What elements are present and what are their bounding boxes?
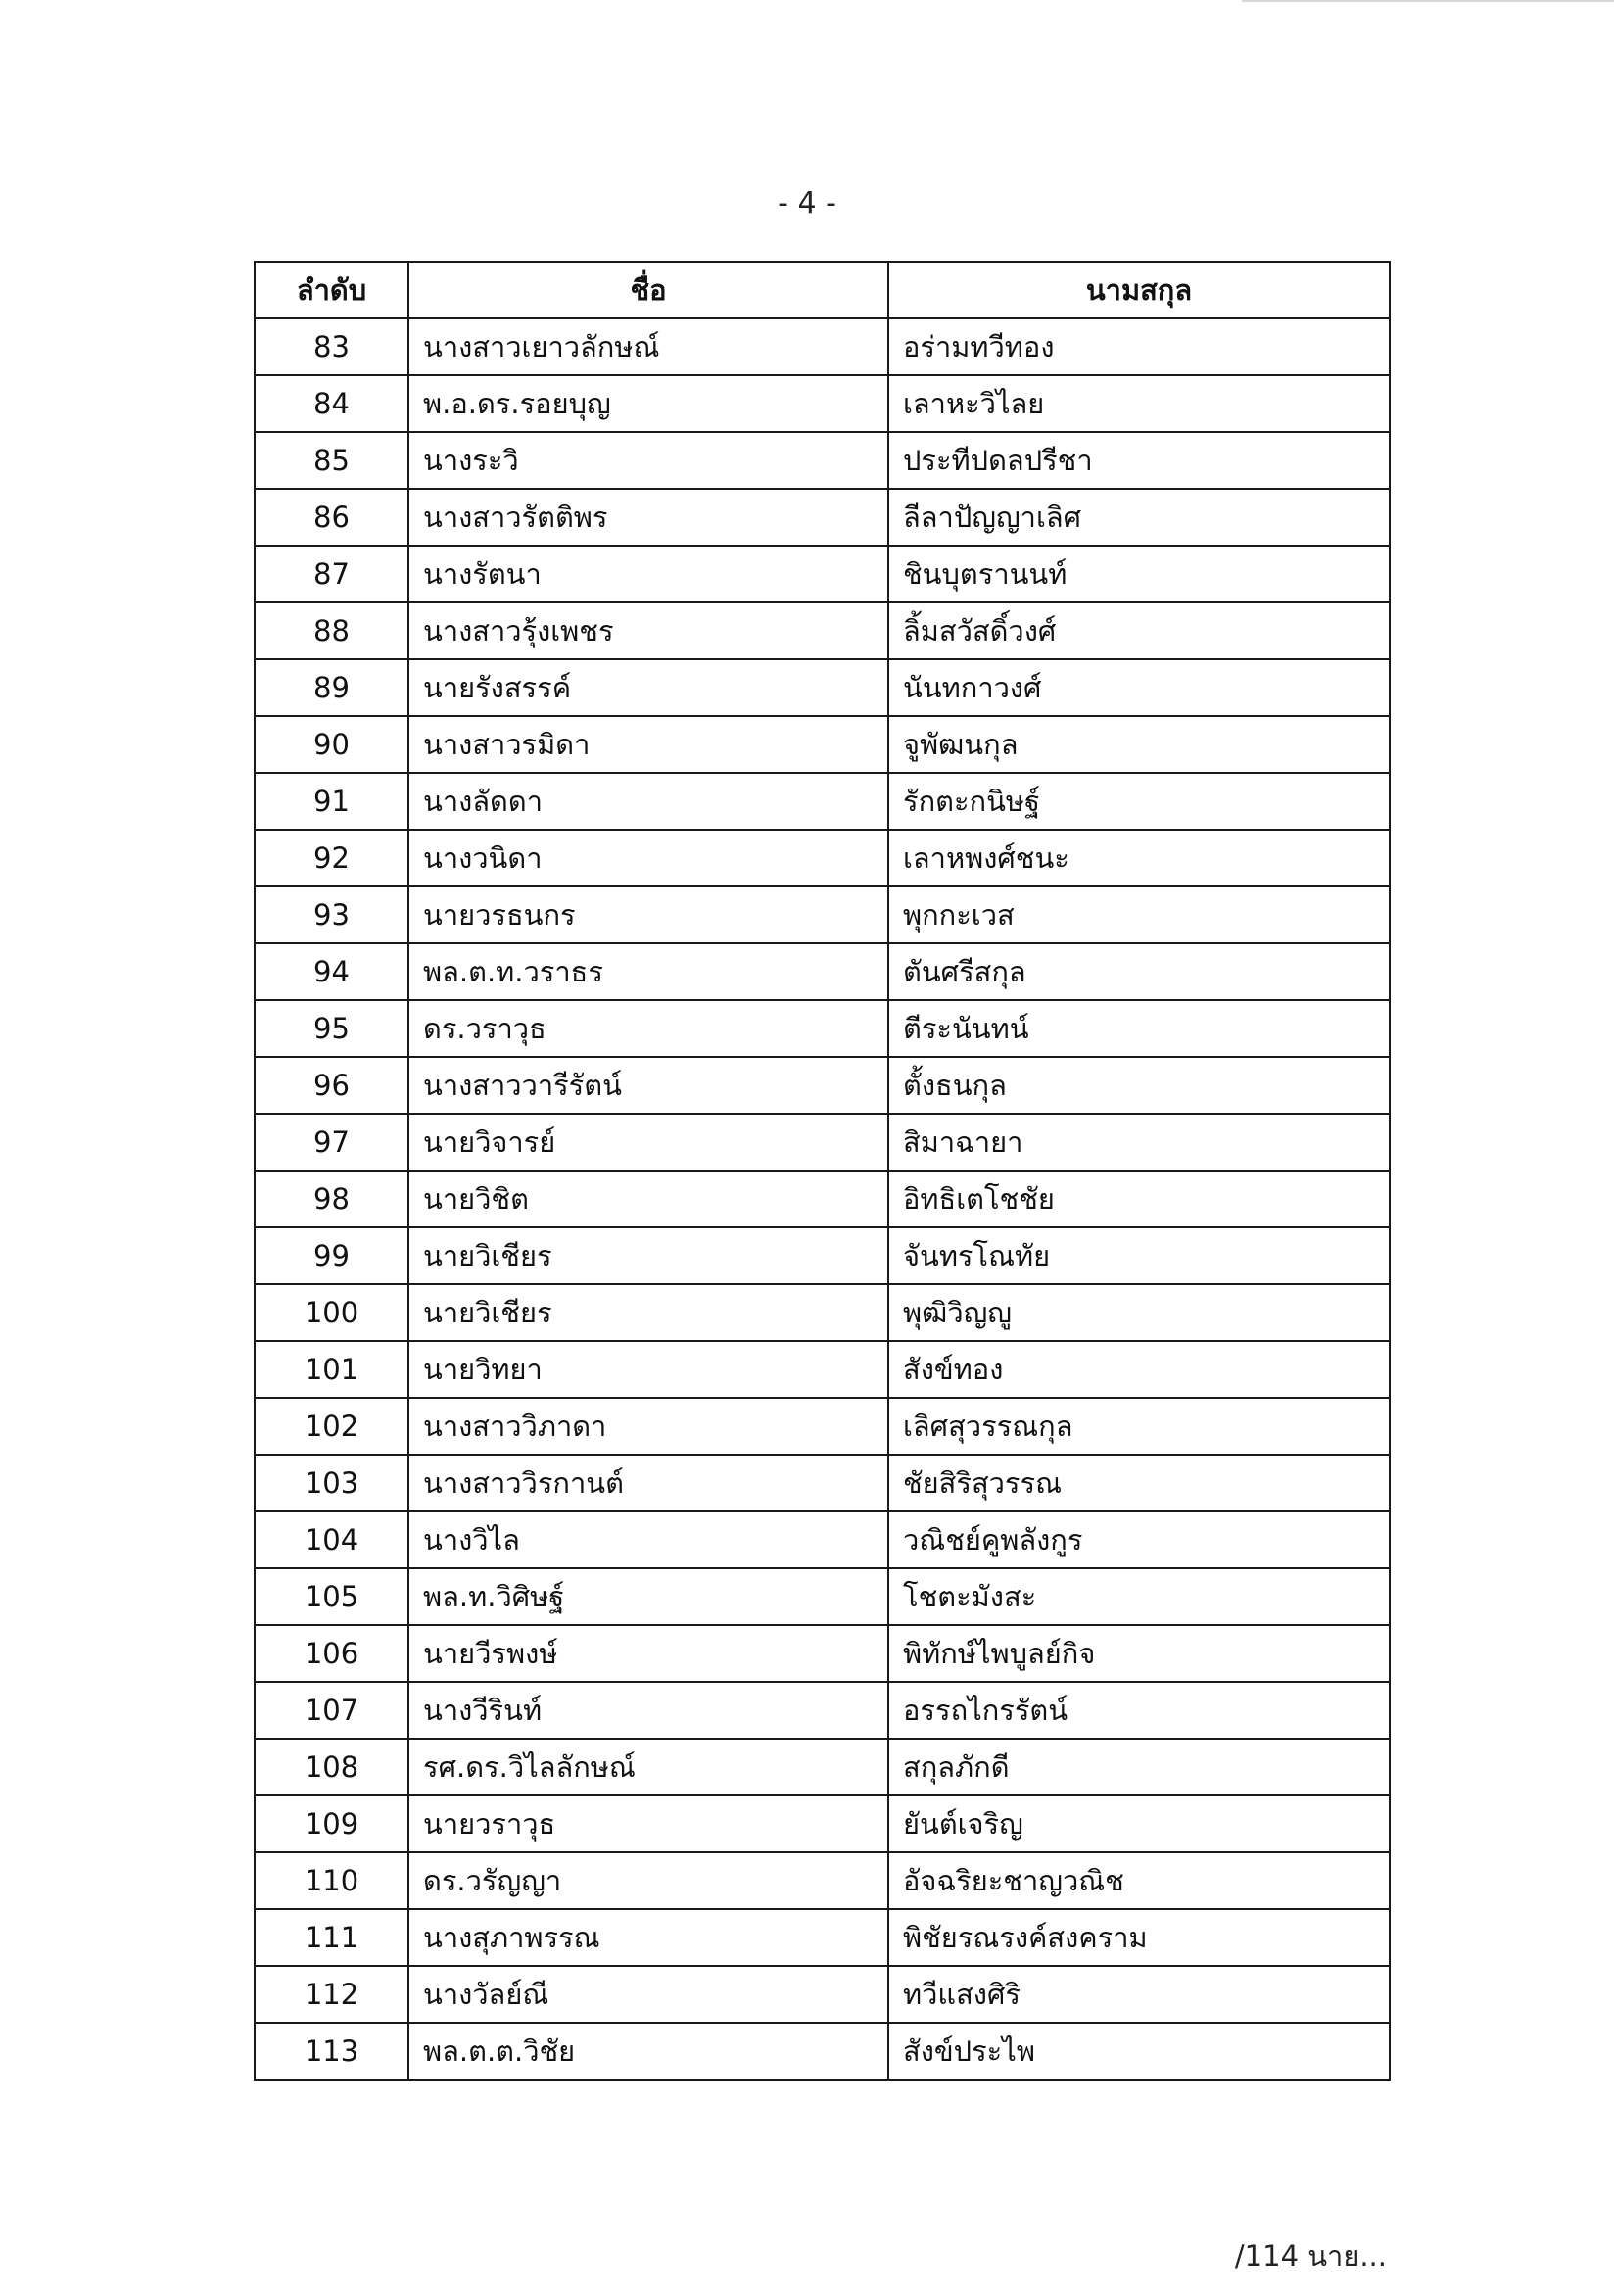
header-last-name: นามสกุล [888,262,1390,318]
first-name-cell: นางวิไล [408,1511,888,1568]
first-name-cell: พ.อ.ดร.รอยบุญ [408,375,888,432]
table-body [255,318,1390,2080]
order-cell: 89 [255,659,408,716]
table-row [255,602,1390,659]
table-row [255,375,1390,432]
first-name-cell: นายวิทยา [408,1341,888,1398]
last-name-cell: ประทีปดลปรีชา [888,432,1390,489]
first-name-cell: นายวรธนกร [408,886,888,943]
table-row [255,1171,1390,1227]
first-name-cell: นางระวิ [408,432,888,489]
table-row [255,1966,1390,2023]
last-name-cell: เลาหพงศ์ชนะ [888,830,1390,886]
first-name-cell: นางสาววารีรัตน์ [408,1057,888,1114]
first-name-cell: นายรังสรรค์ [408,659,888,716]
table-row [255,489,1390,546]
first-name-cell: นางสาววิภาดา [408,1398,888,1455]
first-name-cell: นางสาวเยาวลักษณ์ [408,318,888,375]
table-row [255,1341,1390,1398]
order-cell: 86 [255,489,408,546]
order-cell: 110 [255,1852,408,1909]
table-row [255,1455,1390,1511]
order-cell: 92 [255,830,408,886]
order-cell: 87 [255,546,408,602]
table-row [255,1398,1390,1455]
first-name-cell: นางสาวรัตติพร [408,489,888,546]
last-name-cell: ลิ้มสวัสดิ์วงศ์ [888,602,1390,659]
table-row [255,1682,1390,1739]
table-row [255,432,1390,489]
order-cell: 85 [255,432,408,489]
table-row [255,1739,1390,1795]
table-row [255,1909,1390,1966]
order-cell: 112 [255,1966,408,2023]
first-name-cell: นายวิเชียร [408,1227,888,1284]
first-name-cell: นางลัดดา [408,773,888,830]
scan-edge-line [1242,0,1614,2]
order-cell: 94 [255,943,408,1000]
header-first-name: ชื่อ [408,262,888,318]
table-header-row [255,262,1390,318]
first-name-cell: นายวิชิต [408,1171,888,1227]
table-row [255,1114,1390,1171]
order-cell: 83 [255,318,408,375]
order-cell: 102 [255,1398,408,1455]
order-cell: 103 [255,1455,408,1511]
table-row [255,1852,1390,1909]
first-name-cell: นายวิเชียร [408,1284,888,1341]
order-cell: 93 [255,886,408,943]
first-name-cell: นางวีรินท์ [408,1682,888,1739]
first-name-cell: นายวีรพงษ์ [408,1625,888,1682]
order-cell: 105 [255,1568,408,1625]
last-name-cell: ตีระนันทน์ [888,1000,1390,1057]
last-name-cell: สังข์ทอง [888,1341,1390,1398]
first-name-cell: ดร.วรัญญา [408,1852,888,1909]
table-row [255,830,1390,886]
first-name-cell: พล.ท.วิศิษฐ์ [408,1568,888,1625]
order-cell: 111 [255,1909,408,1966]
order-cell: 107 [255,1682,408,1739]
last-name-cell: ตันศรีสกุล [888,943,1390,1000]
last-name-cell: อัจฉริยะชาญวณิช [888,1852,1390,1909]
table-row [255,1284,1390,1341]
last-name-cell: พุฒิวิญญู [888,1284,1390,1341]
table-row [255,773,1390,830]
table-row [255,318,1390,375]
first-name-cell: นางวัลย์ณี [408,1966,888,2023]
table-row [255,886,1390,943]
last-name-cell: ยันต์เจริญ [888,1795,1390,1852]
table-row [255,546,1390,602]
table-row [255,1000,1390,1057]
first-name-cell: นางสาวรุ้งเพชร [408,602,888,659]
last-name-cell: อรรถไกรรัตน์ [888,1682,1390,1739]
last-name-cell: เลาหะวิไลย [888,375,1390,432]
table-row [255,1511,1390,1568]
last-name-cell: ตั้งธนกุล [888,1057,1390,1114]
last-name-cell: สิมาฉายา [888,1114,1390,1171]
last-name-cell: ชัยสิริสุวรรณ [888,1455,1390,1511]
first-name-cell: นางสาววิรกานต์ [408,1455,888,1511]
table-row [255,1625,1390,1682]
table-row [255,1568,1390,1625]
last-name-cell: จันทรโณทัย [888,1227,1390,1284]
first-name-cell: พล.ต.ท.วราธร [408,943,888,1000]
first-name-cell: นายวราวุธ [408,1795,888,1852]
order-cell: 98 [255,1171,408,1227]
table-row [255,659,1390,716]
last-name-cell: เลิศสุวรรณกุล [888,1398,1390,1455]
continuation-note: /114 นาย... [1234,2239,1387,2272]
last-name-cell: รักตะกนิษฐ์ [888,773,1390,830]
table-row [255,716,1390,773]
last-name-cell: จูพัฒนกุล [888,716,1390,773]
last-name-cell: ทวีแสงศิริ [888,1966,1390,2023]
order-cell: 91 [255,773,408,830]
order-cell: 95 [255,1000,408,1057]
header-order: ลำดับ [255,262,408,318]
name-list-table [254,261,1391,2081]
order-cell: 96 [255,1057,408,1114]
last-name-cell: อร่ามทวีทอง [888,318,1390,375]
first-name-cell: ดร.วราวุธ [408,1000,888,1057]
last-name-cell: พิชัยรณรงค์สงคราม [888,1909,1390,1966]
last-name-cell: สกุลภักดี [888,1739,1390,1795]
order-cell: 84 [255,375,408,432]
order-cell: 104 [255,1511,408,1568]
last-name-cell: พิทักษ์ไพบูลย์กิจ [888,1625,1390,1682]
order-cell: 109 [255,1795,408,1852]
last-name-cell: นันทกาวงศ์ [888,659,1390,716]
order-cell: 88 [255,602,408,659]
last-name-cell: อิทธิเตโชชัย [888,1171,1390,1227]
order-cell: 100 [255,1284,408,1341]
table-row [255,1227,1390,1284]
last-name-cell: ชินบุตรานนท์ [888,546,1390,602]
order-cell: 101 [255,1341,408,1398]
order-cell: 97 [255,1114,408,1171]
table-row [255,2023,1390,2080]
table-row [255,943,1390,1000]
last-name-cell: วณิชย์คูพลังกูร [888,1511,1390,1568]
order-cell: 90 [255,716,408,773]
order-cell: 99 [255,1227,408,1284]
last-name-cell: สังข์ประไพ [888,2023,1390,2080]
first-name-cell: รศ.ดร.วิไลลักษณ์ [408,1739,888,1795]
order-cell: 113 [255,2023,408,2080]
page-number: - 4 - [778,186,836,220]
first-name-cell: นายวิจารย์ [408,1114,888,1171]
first-name-cell: นางสาวรมิดา [408,716,888,773]
last-name-cell: ลีลาปัญญาเลิศ [888,489,1390,546]
first-name-cell: พล.ต.ต.วิชัย [408,2023,888,2080]
order-cell: 106 [255,1625,408,1682]
last-name-cell: โชตะมังสะ [888,1568,1390,1625]
table-row [255,1057,1390,1114]
first-name-cell: นางรัตนา [408,546,888,602]
table-row [255,1795,1390,1852]
first-name-cell: นางสุภาพรรณ [408,1909,888,1966]
last-name-cell: พุกกะเวส [888,886,1390,943]
first-name-cell: นางวนิดา [408,830,888,886]
order-cell: 108 [255,1739,408,1795]
